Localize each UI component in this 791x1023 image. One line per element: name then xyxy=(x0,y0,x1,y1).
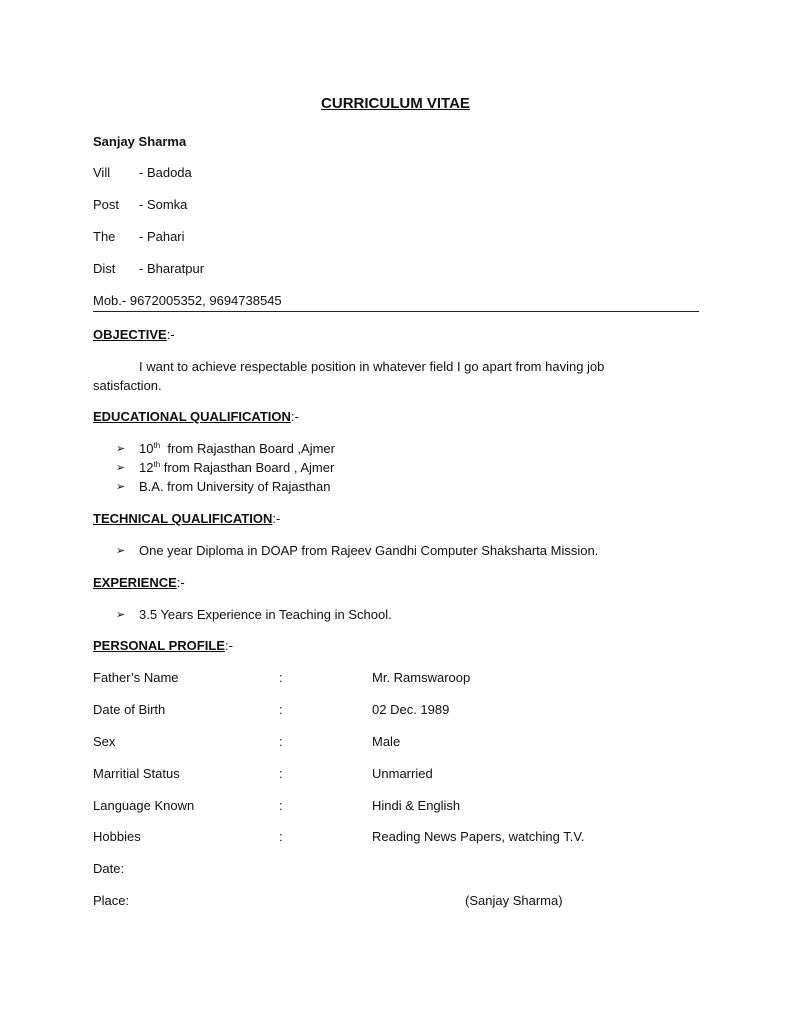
signature-name: (Sanjay Sharma) xyxy=(465,893,563,908)
profile-colon: : xyxy=(279,734,283,749)
personal-profile-heading: PERSONAL PROFILE:- xyxy=(93,638,233,653)
profile-colon: : xyxy=(279,798,283,813)
experience-item: 3.5 Years Experience in Teaching in School. xyxy=(139,607,392,622)
profile-value-sex: Male xyxy=(372,734,401,749)
arrow-bullet-icon: ➢ xyxy=(116,462,126,474)
profile-label-dob: Date of Birth xyxy=(93,702,166,717)
document-title: CURRICULUM VITAE xyxy=(321,95,470,112)
education-item-ba: B.A. from University of Rajasthan xyxy=(139,479,331,494)
candidate-name: Sanjay Sharma xyxy=(93,134,187,149)
objective-text-line2: satisfaction. xyxy=(93,378,162,393)
arrow-bullet-icon: ➢ xyxy=(116,443,126,455)
profile-label-father: Father’s Name xyxy=(93,670,179,685)
technical-item: One year Diploma in DOAP from Rajeev Gandhi Computer Shaksharta Mission. xyxy=(139,543,599,558)
address-value-tehsil: - Pahari xyxy=(139,229,185,244)
address-value-vill: - Badoda xyxy=(139,165,192,180)
technical-heading: TECHNICAL QUALIFICATION:- xyxy=(93,511,281,526)
profile-value-dob: 02 Dec. 1989 xyxy=(372,702,450,717)
address-label-tehsil: The xyxy=(93,229,116,244)
mobile-numbers: Mob.- 9672005352, 9694738545 xyxy=(93,293,282,308)
profile-label-sex: Sex xyxy=(93,734,116,749)
address-label-post: Post xyxy=(93,197,120,212)
education-heading: EDUCATIONAL QUALIFICATION:- xyxy=(93,409,299,424)
address-value-post: - Somka xyxy=(139,197,188,212)
profile-value-father: Mr. Ramswaroop xyxy=(372,670,471,685)
objective-heading: OBJECTIVE:- xyxy=(93,327,175,342)
profile-label-hobbies: Hobbies xyxy=(93,829,141,844)
profile-value-language: Hindi & English xyxy=(372,798,461,813)
address-label-dist: Dist xyxy=(93,261,116,276)
profile-label-marital: Marritial Status xyxy=(93,766,180,781)
arrow-bullet-icon: ➢ xyxy=(116,609,126,621)
date-label: Date: xyxy=(93,861,125,876)
education-item-12th: 12th from Rajasthan Board , Ajmer xyxy=(139,460,335,475)
address-value-dist: - Bharatpur xyxy=(139,261,205,276)
education-item-10th: 10th from Rajasthan Board ,Ajmer xyxy=(139,441,335,456)
place-label: Place: xyxy=(93,893,130,908)
profile-label-language: Language Known xyxy=(93,798,195,813)
profile-colon: : xyxy=(279,670,283,685)
objective-text-line1: I want to achieve respectable position in whatever field I go apart from having job xyxy=(139,359,605,374)
profile-colon: : xyxy=(279,702,283,717)
profile-value-hobbies: Reading News Papers, watching T.V. xyxy=(372,829,585,844)
arrow-bullet-icon: ➢ xyxy=(116,545,126,557)
header-divider xyxy=(93,311,699,312)
experience-heading: EXPERIENCE:- xyxy=(93,575,185,590)
profile-colon: : xyxy=(279,766,283,781)
arrow-bullet-icon: ➢ xyxy=(116,481,126,493)
profile-colon: : xyxy=(279,829,283,844)
address-label-vill: Vill xyxy=(93,165,111,180)
profile-value-marital: Unmarried xyxy=(372,766,433,781)
